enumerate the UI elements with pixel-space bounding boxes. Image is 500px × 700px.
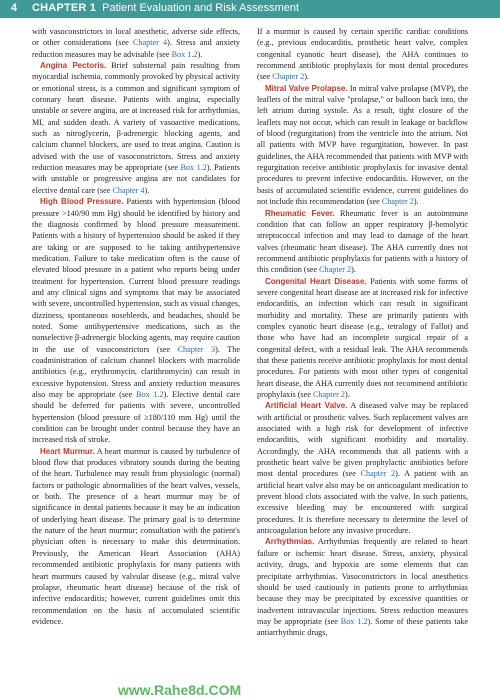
box-link[interactable]: Box 1.2 — [180, 163, 207, 173]
chapter-link[interactable]: Chapter 2 — [312, 390, 345, 399]
paragraph-high-blood-pressure: High Blood Pressure. Patients with hypertension (blood pressure >140/90 mm Hg) should be identified by history and the diagnosis confirmed by blood pressure measurement. Patients with a history of hypertension should be asked if they are taking or are supposed to be taking antihypertensive medication. Failure to take medication often is the cause of elevated blood pressure in a patient who reports being under treatment for hypertension. Current blood pressure readings and any clinical signs and symptoms that may be associated with severe, uncontrolled hypertension, such as visual changes, dizziness, spontaneous nosebleeds, and headaches, should be noted. Some antihypertensive medications, such as the nonselective β-adrenergic blocking agents, may require caution in the use of vasoconstrictors (see Chapter 3). The coadministration of calcium channel blockers with macrolide antibiotics (e.g., erythromycin, clarithromycin) can result in excessive hypotension. Stress and anxiety reduction measures also may be appropriate (see Box 1.2). Elective dental care should be deferred for patients with severe, uncontrolled hypertension (blood pressure of ≥180/110 mm Hg) until the condition can be brought under control because they have an increased risk of stroke. — [32, 197, 240, 445]
paragraph-mitral-valve-prolapse: Mitral Valve Prolapse. In mitral valve prolapse (MVP), the leaflets of the mitral valve "prolapse," or balloon back into, the left atrium during systole. As a result, tight closure of the leaflets may not occur, which can result in leakage or backflow of blood (regurgitation) from the ventricle into the atrium. Not all patients with MVP have regurgitation, however. In past guidelines, the AHA recommended that patients with MVP with regurgitation receive antibiotic prophylaxis for invasive dental procedures to prevent infective endocarditis. However, on the basis of accumulated scientific evidence, current guidelines do not include this recommendation (see Chapter 2). — [257, 83, 468, 207]
section-heading: Artificial Heart Valve. — [265, 401, 348, 411]
paragraph-congenital-heart-disease: Congenital Heart Disease. Patients with some forms of severe congenital heart disease are at increased risk for infective endocarditis, an infection which can result in significant morbidity and mortality. These are primarily patients with complex cyanotic heart disease (e.g., tetralogy of Fallot) and those who have had an incomplete surgical repair of a congenital defect, with a residual leak. The AHA recommends that these patients receive antibiotic prophylaxis for most dental procedures. For patients with most other types of congenital heart disease, the AHA currently does not recommend antibiotic prophylaxis (see Chapter 2). — [257, 276, 469, 399]
page-number: 4 — [11, 2, 18, 14]
section-heading: Rheumatic Fever. — [265, 208, 335, 218]
chapter-link[interactable]: Chapter 2 — [381, 197, 414, 207]
paragraph-arrhythmias: Arrhythmias. Arrhythmias frequently are related to heart failure or ischemic heart disease. Stress, anxiety, physical activity, drugs, and hypoxia are some elements that can precipitate arrhythmias. Vasoconstrictors in local anesthetics should be used cautiously in patients prone to arrhythmias because they may be precipitated by excessive quantities or inadvertent intravascular injections. Stress reduction measures may be appropriate (see Box 1.2). Some of these patients take antiarrhythmic drugs, — [257, 537, 468, 638]
chapter-label: CHAPTER 1 — [32, 2, 97, 14]
chapter-title: Patient Evaluation and Risk Assessment — [102, 2, 300, 14]
section-heading: High Blood Pressure. — [40, 197, 124, 207]
running-header — [0, 0, 500, 18]
chapter-link[interactable]: Chapter 2 — [272, 72, 305, 82]
paragraph-angina: Angina Pectoris. Brief substernal pain resulting from myocardial ischemia, commonly provoked by physical activity or emotional stress, is a common and significant symptom of coronary heart disease. Patients with angina, especially unstable or severe angina, are at increased risk for arrhythmias, MI, and sudden death. A variety of vasoactive medications, such as nitroglycerin, β-adrenergic blocking agents, and calcium channel blockers, are used to treat angina. Caution is advised with the use of vasoconstrictors. Stress and anxiety reduction measures may be appropriate (see Box 1.2). Patients with unstable or progressive angina are not candidates for elective dental care (see Chapter 4). — [32, 61, 241, 195]
chapter-link[interactable]: Chapter 4 — [132, 38, 168, 48]
section-heading: Heart Murmur. — [40, 446, 95, 456]
paragraph-artificial-heart-valve: Artificial Heart Valve. A diseased valve may be replaced with artificial or prosthetic valves. Such replacement valves are associated with a high risk for development of infective endocarditis, with significant morbidity and mortality. Accordingly, the AHA recommends that all patients with a prosthetic heart valve be given prophylactic antibiotics before most dental procedures (see Chapter 2). A patient with an artificial heart valve also may be on anticoagulant medication to prevent blood clots associated with the valve. In such patients, excessive bleeding may be encountered with surgical procedures. It is therefore necessary to determine the level of anticoagulation before any invasive procedure. — [257, 401, 469, 536]
section-heading: Arrhythmias. — [265, 537, 315, 547]
paragraph-murmur-continued: If a murmur is caused by certain specific cardiac conditions (e.g., previous endocarditis, prosthetic heart valve, complex congenital cyanotic heart disease), the AHA continues to recommend antibiotic prophylaxis for most dental procedures (see Chapter 2). — [257, 27, 468, 82]
box-link[interactable]: Box 1.2 — [340, 616, 368, 626]
chapter-heading — [32, 2, 299, 14]
chapter-link[interactable]: Chapter 4 — [112, 185, 145, 195]
right-column — [257, 26, 468, 639]
chapter-link[interactable]: Chapter 2 — [360, 469, 396, 479]
paragraph-rheumatic-fever: Rheumatic Fever. Rheumatic fever is an autoimmune condition that can follow an upper respiratory β-hemolytic streptococcal infection and may lead to damage of the heart valves (rheumatic heart disease). The AHA currently does not recommend antibiotic prophylaxis for patients with a history of this condition (see Chapter 2). — [257, 208, 469, 275]
paragraph-intro: with vasoconstrictors in local anesthetic, adverse side effects, or other considerations (see Chapter 4). Stress and anxiety reduction measures may be advisable (see Box 1.2). — [32, 27, 240, 59]
section-heading: Congenital Heart Disease. — [265, 276, 367, 286]
box-link[interactable]: Box 1.2 — [171, 49, 198, 59]
section-heading: Angina Pectoris. — [40, 61, 107, 71]
chapter-link[interactable]: Chapter 3 — [177, 344, 216, 354]
section-heading: Mitral Valve Prolapse. — [265, 83, 348, 93]
paragraph-heart-murmur: Heart Murmur. A heart murmur is caused by turbulence of blood flow that produces vibratory sounds during the beating of the heart. Turbulence may result from physiologic (normal) factors or pathologic abnormalities of the heart valves, vessels, or both. The presence of a heart murmur may be of significance in dental patients because it may be an indication of underlying heart disease. The primary goal is to determine the nature of the heart murmur; consultation with the patient's physician often is necessary to make this determination. Previously, the American Heart Association (AHA) recommended antibiotic prophylaxis for many patients with heart murmurs caused by valvular disease (e.g., mitral valve prolapse, rheumatic heart disease) because of the risk of infective endocarditis; however, current guidelines omit this recommendation on the basis of accumulated scientific evidence. — [32, 446, 241, 626]
left-column — [32, 26, 240, 627]
watermark-logo: www.Rahe8d.COM — [118, 682, 242, 698]
box-link[interactable]: Box 1.2 — [136, 390, 164, 399]
chapter-link[interactable]: Chapter 2 — [319, 265, 352, 275]
